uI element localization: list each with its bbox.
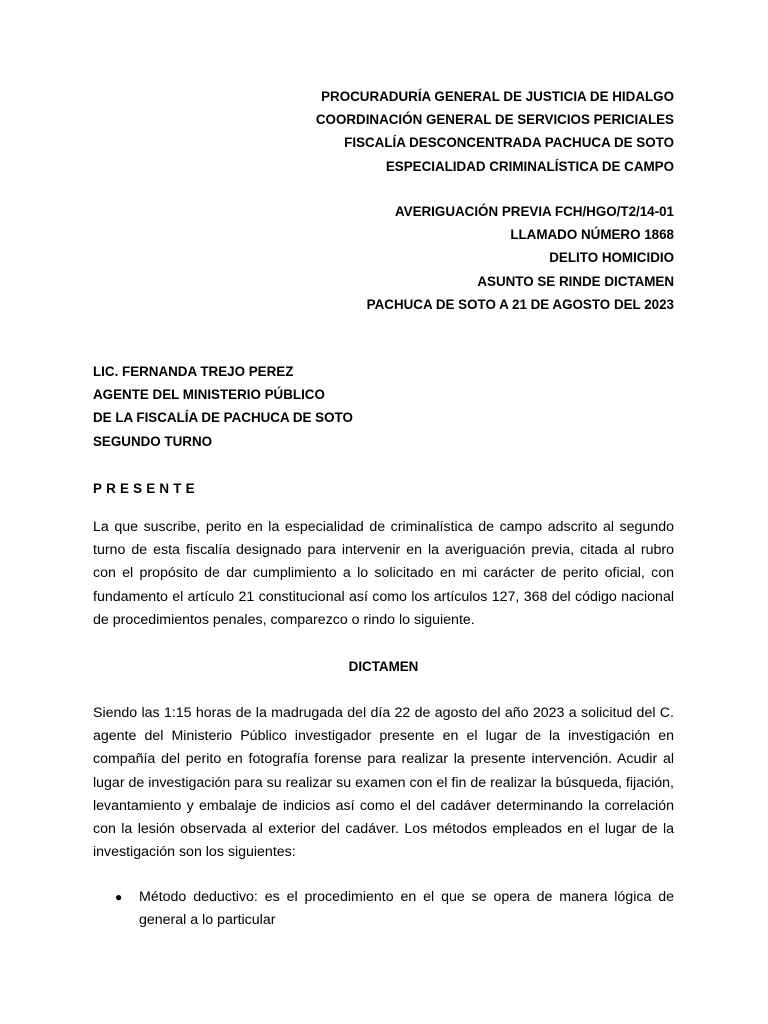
addressee-office: DE LA FISCALÍA DE PACHUCA DE SOTO <box>93 410 353 426</box>
addressee-shift: SEGUNDO TURNO <box>93 433 213 449</box>
method-text: Método deductivo: es el procedimiento en el que se opera de manera lógica de general a lo particular <box>139 889 674 929</box>
institution-header <box>114 85 674 178</box>
addressee-title: AGENTE DEL MINISTERIO PÚBLICO <box>93 387 325 403</box>
header-line-procuraduria: PROCURADURÍA GENERAL DE JUSTICIA DE HIDALGO <box>321 89 674 104</box>
methods-list <box>93 886 674 932</box>
case-line-asunto: ASUNTO SE RINDE DICTAMEN <box>477 273 674 289</box>
case-line-llamado: LLAMADO NÚMERO 1868 <box>510 227 674 243</box>
header-line-especialidad: ESPECIALIDAD CRIMINALÍSTICA DE CAMPO <box>385 158 674 174</box>
header-line-fiscalia: FISCALÍA DESCONCENTRADA PACHUCA DE SOTO <box>344 135 674 151</box>
dictamen-heading: DICTAMEN <box>348 659 419 674</box>
bullet-icon: ● <box>115 890 123 904</box>
addressee-name: LIC. FERNANDA TREJO PEREZ <box>93 364 294 379</box>
case-line-averiguacion: AVERIGUACIÓN PREVIA FCH/HGO/T2/14-01 <box>394 204 674 219</box>
case-line-fecha: PACHUCA DE SOTO A 21 DE AGOSTO DEL 2023 <box>366 296 674 312</box>
case-info <box>114 200 674 316</box>
list-item <box>93 886 674 932</box>
addressee <box>93 360 673 453</box>
dictamen-paragraph: Siendo las 1:15 horas de la madrugada del día 22 de agosto del año 2023 a solicitud del C. agente del Ministerio Público investigador presente en el lugar de la investigación en compañía del perito en fotografía forense para realizar la presente intervención. Acudir al lugar de investigación para su realizar su examen con el fin de realizar la búsqueda, fijación, levantamiento y embalaje de indicios así como el del cadáver determinando la correlación con la lesión observada al exterior del cadáver. Los métodos empleados en el lugar de la investigación son los siguientes: <box>93 705 674 861</box>
intro-paragraph: La que suscribe, perito en la especialidad de criminalística de campo adscrito al segundo turno de esta fiscalía designado para intervenir en la averiguación previa, citada al rubro con el propósito de dar cumplimiento a lo solicitado en mi carácter de perito oficial, con fundamento el artículo 21 constitucional así como los artículos 127, 368 del código nacional de procedimientos penales, comparezco o rindo lo siguiente. <box>93 519 674 628</box>
case-line-delito: DELITO HOMICIDIO <box>549 250 674 266</box>
header-line-coordinacion: COORDINACIÓN GENERAL DE SERVICIOS PERICIALES <box>315 112 674 128</box>
presente-heading: PRESENTE <box>93 481 199 496</box>
